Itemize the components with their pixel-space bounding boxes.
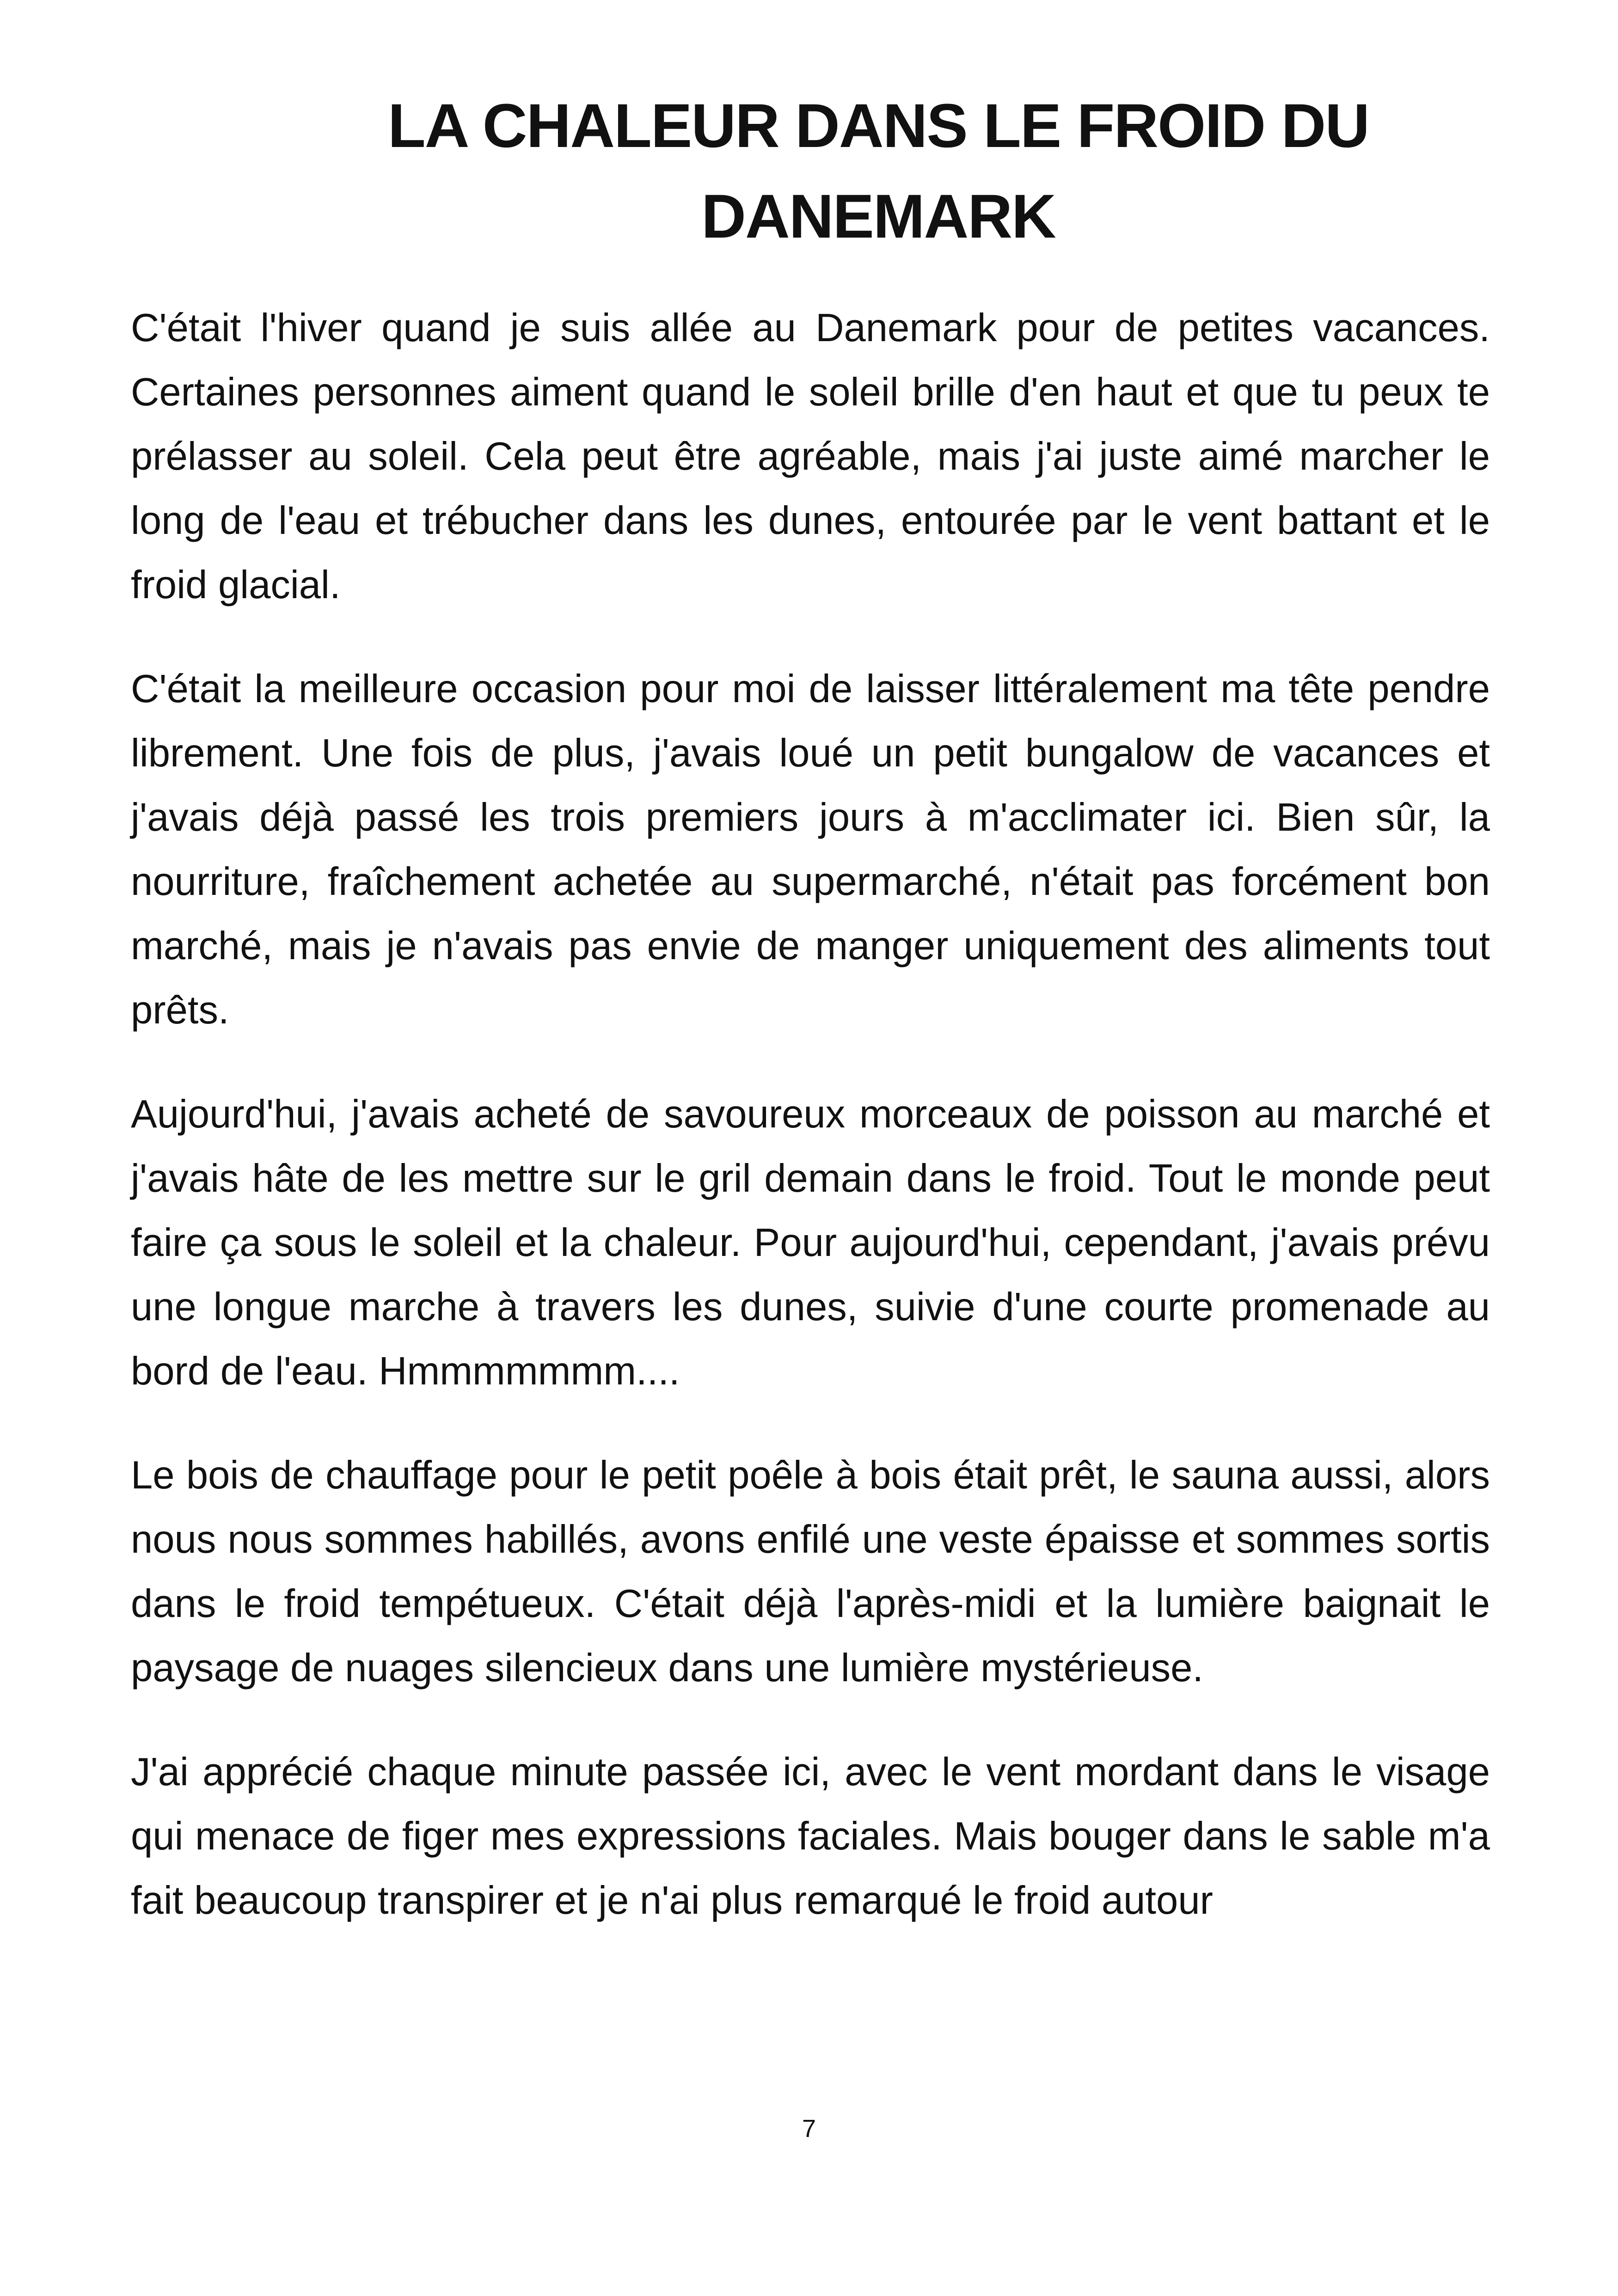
title-line-1: LA CHALEUR DANS LE FROID DU [387,92,1369,160]
title-line-2: DANEMARK [701,182,1055,251]
paragraph: C'était l'hiver quand je suis allée au Danemark pour de petites vacances. Certaines personnes aiment quand le soleil brille d'en haut et que tu peux te prélasser au soleil. Cela peut être agréable, mais j'ai juste aimé marcher le long de l'eau et trébucher dans les dunes, entourée par le vent battant et le froid glacial. [131,306,1490,607]
page-number: 7 [802,2115,816,2143]
paragraph: Aujourd'hui, j'avais acheté de savoureux morceaux de poisson au marché et j'avais hâte de les mettre sur le gril demain dans le froid. Tout le monde peut faire ça sous le soleil et la chaleur. Pour aujourd'hui, cependant, j'avais prévu une longue marche à travers les dunes, suivie d'une courte promenade au bord de l'eau. Hmmmmmmm.... [131,1092,1490,1393]
body-text [131,296,1490,1972]
paragraph: Le bois de chauffage pour le petit poêle à bois était prêt, le sauna aussi, alors nous nous sommes habillés, avons enfilé une veste épaisse et sommes sortis dans le froid tempétueux. C'était déjà l'après-midi et la lumière baignait le paysage de nuages silencieux dans une lumière mystérieuse. [131,1453,1490,1690]
paragraph: C'était la meilleure occasion pour moi de laisser littéralement ma tête pendre librement. Une fois de plus, j'avais loué un petit bungalow de vacances et j'avais déjà passé les trois premiers jours à m'acclimater ici. Bien sûr, la nourriture, fraîchement achetée au supermarché, n'était pas forcément bon marché, mais je n'avais pas envie de manger uniquement des aliments tout prêts. [131,667,1490,1032]
paragraph: J'ai apprécié chaque minute passée ici, avec le vent mordant dans le visage qui menace de figer mes expressions faciales. Mais bouger dans le sable m'a fait beaucoup transpirer et je n'ai plus remarqué le froid autour [131,1750,1490,1923]
page-title [324,81,1433,262]
